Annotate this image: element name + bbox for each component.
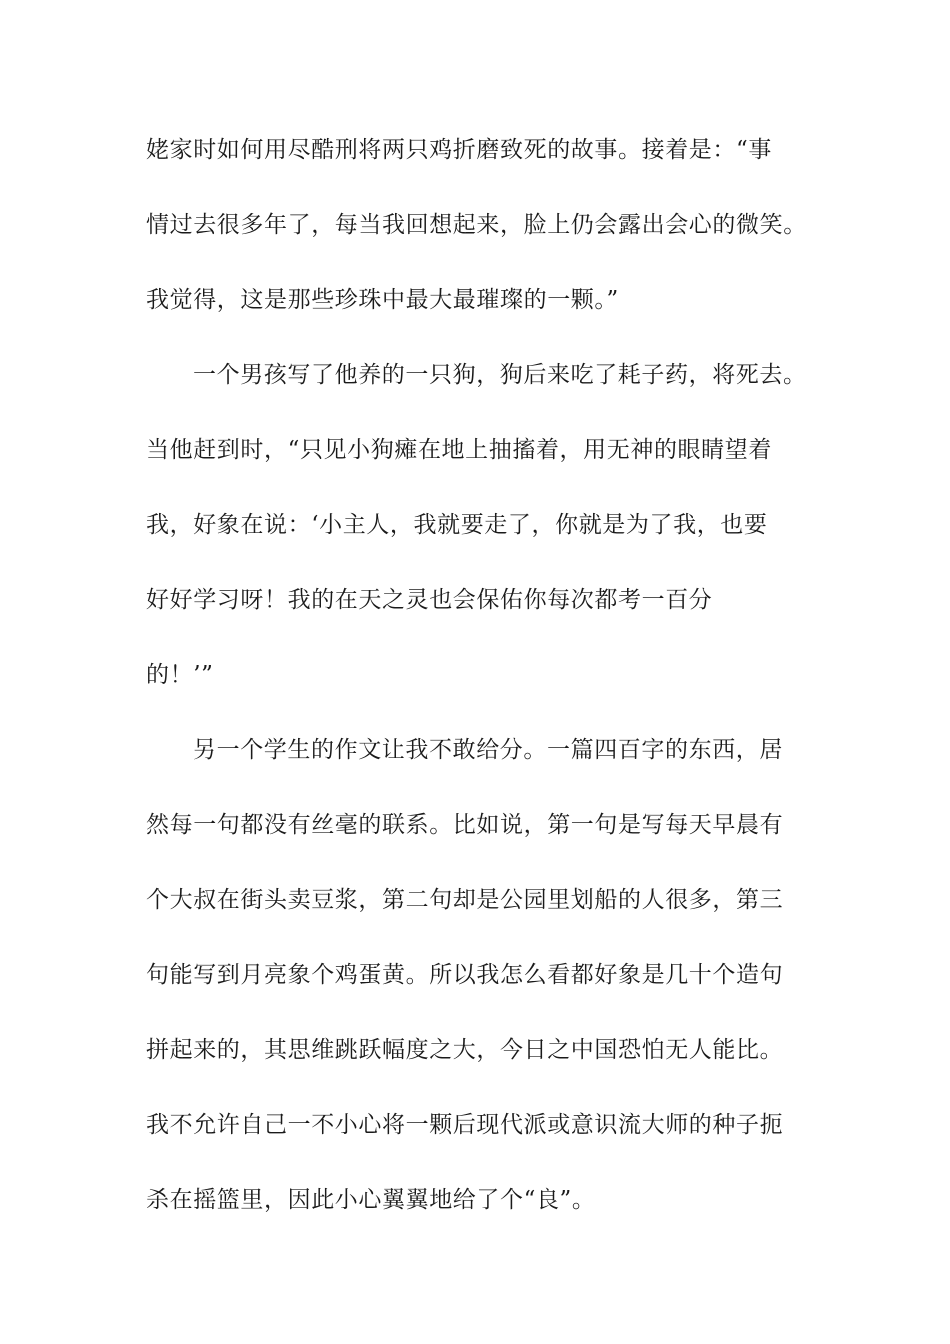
text-line: 句能写到月亮象个鸡蛋黄。所以我怎么看都好象是几十个造句 (146, 962, 784, 988)
document-body (146, 128, 836, 1253)
text-line: 我不允许自己一不小心将一颗后现代派或意识流大师的种子扼 (146, 1112, 784, 1138)
text-line: 当他赶到时，“只见小狗瘫在地上抽搐着，用无神的眼睛望着 (146, 437, 772, 463)
text-line: 个大叔在街头卖豆浆，第二句却是公园里划船的人很多，第三 (146, 887, 784, 913)
text-line: 拼起来的，其思维跳跃幅度之大，今日之中国恐怕无人能比。 (146, 1037, 784, 1063)
text-line: 姥家时如何用尽酷刑将两只鸡折磨致死的故事。接着是：“事 (146, 137, 772, 163)
text-line: 的！’” (146, 662, 214, 688)
text-line: 好好学习呀！我的在天之灵也会保佑你每次都考一百分 (146, 587, 713, 613)
text-line: 我觉得，这是那些珍珠中最大最璀璨的一颗。” (146, 287, 619, 313)
text-line: 情过去很多年了，每当我回想起来，脸上仍会露出会心的微笑。 (146, 212, 807, 238)
text-line: 我，好象在说：‘小主人，我就要走了，你就是为了我，也要 (146, 512, 768, 538)
text-line: 杀在摇篮里，因此小心翼翼地给了个“良”。 (146, 1187, 596, 1213)
text-line: 然每一句都没有丝毫的联系。比如说，第一句是写每天早晨有 (146, 812, 784, 838)
paragraph-first-line: 另一个学生的作文让我不敢给分。一篇四百字的东西，居 (193, 737, 783, 763)
paragraph-first-line: 一个男孩写了他养的一只狗，狗后来吃了耗子药，将死去。 (193, 362, 807, 388)
